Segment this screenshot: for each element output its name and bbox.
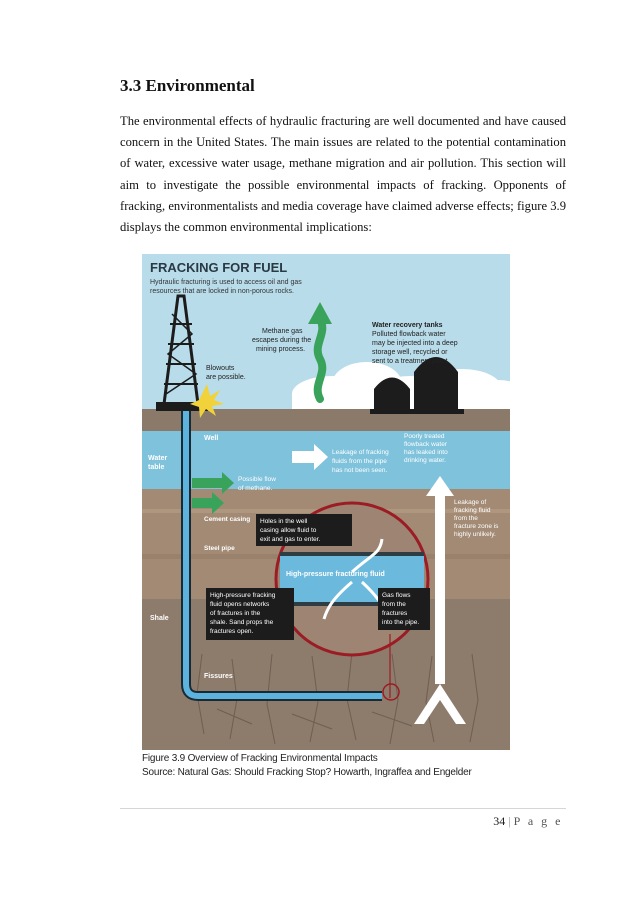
methane-label-3: mining process. — [256, 346, 306, 353]
holes-label-1: Holes in the well — [260, 518, 308, 525]
methane-label-1: Methane gas — [262, 328, 303, 335]
caption-line-1: Figure 3.9 Overview of Fracking Environmental Impacts — [142, 753, 378, 764]
leakage-zone-label-3: from the — [454, 515, 478, 522]
poorly-label-1: Poorly treated — [404, 433, 445, 440]
leakage-pipe-label-2: fluids from the pipe — [332, 458, 387, 465]
leakage-zone-label-4: fracture zone is — [454, 523, 499, 530]
body-paragraph: The environmental effects of hydraulic fracturing are well documented and have caused concern in the United States. The main issues are related to the potential contamination of water, excessive water usage, methane migration and air pollution. This section will aim to investigate the possible environmental impacts of fracking. Opponents of fracking, environmentalists and media coverage have claimed adverse effects; figure 3.9 displays the common environmental implications: — [120, 114, 566, 235]
section-heading: 3.3 Environmental — [120, 76, 255, 95]
figure-subtitle-line2: resources that are locked in non-porous rocks. — [150, 288, 294, 295]
footer-divider — [120, 808, 566, 809]
methane-label-2: escapes during the — [252, 337, 312, 344]
page-footer — [493, 814, 563, 829]
leakage-zone-label-1: Leakage of — [454, 499, 487, 506]
tanks-line-3: storage well, recycled or — [372, 349, 448, 356]
figure-caption — [142, 752, 542, 780]
methane-escape-arrow — [318, 319, 323, 399]
hp-frack-label-4: shale. Sand props the — [210, 619, 274, 626]
water-table-label-1: Water — [148, 455, 168, 462]
holes-label-3: exit and gas to enter. — [260, 536, 321, 543]
gas-flows-label-3: fractures — [382, 610, 408, 617]
well-label: Well — [204, 435, 219, 442]
fissures-label: Fissures — [204, 673, 233, 680]
page-number: 34 — [493, 814, 506, 828]
possible-flow-label-2: of methane. — [238, 485, 273, 492]
blowouts-label-1: Blowouts — [206, 365, 235, 372]
figure-subtitle-line1: Hydraulic fracturing is used to access oil and gas — [150, 279, 302, 286]
tanks-line-1: Polluted flowback water — [372, 331, 446, 338]
hp-fluid-label: High-pressure fracturing fluid — [286, 571, 385, 578]
poorly-label-4: drinking water. — [404, 457, 446, 464]
leakage-zone-label-2: fracking fluid — [454, 507, 491, 514]
blowouts-label-2: are possible. — [206, 374, 246, 381]
hp-frack-label-3: of fractures in the — [210, 610, 261, 617]
page-separator: | — [508, 814, 511, 828]
page-word: P a g e — [513, 814, 563, 828]
poorly-label-3: has leaked into — [404, 449, 448, 456]
shale-label: Shale — [150, 615, 169, 622]
tanks-line-2: may be injected into a deep — [372, 340, 458, 347]
hp-frack-label-2: fluid opens networks — [210, 601, 270, 608]
water-table-label-2: table — [148, 464, 165, 471]
leakage-pipe-label-1: Leakage of fracking — [332, 449, 389, 456]
gas-flows-label-4: into the pipe. — [382, 619, 420, 626]
fracking-figure — [142, 254, 510, 750]
caption-line-2: Source: Natural Gas: Should Fracking Stop? Howarth, Ingraffea and Engelder — [142, 767, 472, 778]
gas-flows-label-2: from the — [382, 601, 406, 608]
gas-flows-label-1: Gas flows — [382, 592, 411, 599]
steel-pipe-label: Steel pipe — [204, 545, 235, 552]
hp-frack-label-1: High-pressure fracking — [210, 592, 276, 599]
tanks-title: Water recovery tanks — [372, 322, 443, 329]
leakage-zone-label-5: highly unlikely. — [454, 531, 496, 538]
poorly-label-2: flowback water — [404, 441, 447, 448]
hp-frack-label-5: fractures open. — [210, 628, 254, 635]
tanks-line-4: sent to a treatment plant. — [372, 358, 450, 365]
holes-label-2: casing allow fluid to — [260, 527, 317, 534]
leakage-pipe-label-3: has not been seen. — [332, 467, 388, 474]
figure-title: FRACKING FOR FUEL — [150, 260, 288, 275]
possible-flow-label-1: Possible flow — [238, 476, 276, 483]
cement-casing-label: Cement casing — [204, 516, 251, 523]
